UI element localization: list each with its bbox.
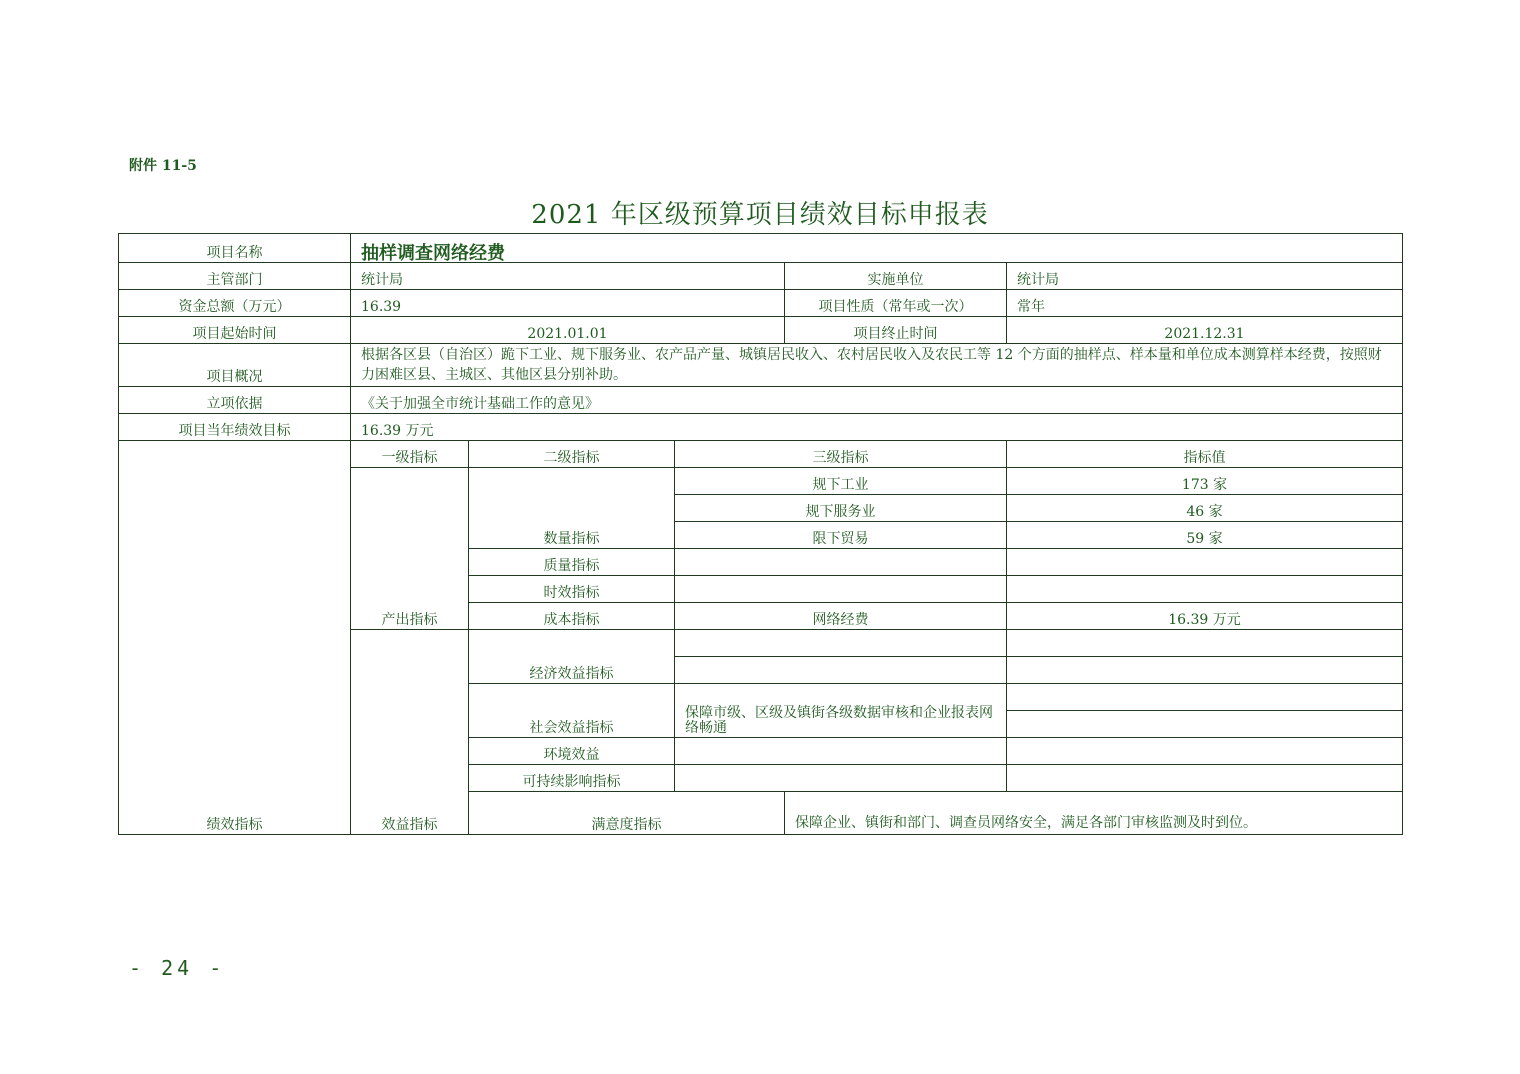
quantity-item-name: 限下贸易 [675, 522, 1007, 549]
sustain-item-cell [675, 765, 1007, 792]
col-header-level3: 三级指标 [675, 441, 1007, 468]
funds-label: 资金总额（万元） [119, 290, 351, 317]
quantity-item-name: 规下工业 [675, 468, 1007, 495]
overview-label: 项目概况 [119, 344, 351, 387]
environment-item-cell [675, 738, 1007, 765]
annual-goal-label: 项目当年绩效目标 [119, 414, 351, 441]
timeliness-indicator-label: 时效指标 [469, 576, 675, 603]
impl-unit-value: 统计局 [1007, 263, 1403, 290]
economic-value-cell [1007, 630, 1403, 657]
cost-indicator-label: 成本指标 [469, 603, 675, 630]
social-value-cell [1007, 684, 1403, 711]
start-time-label: 项目起始时间 [119, 317, 351, 344]
quality-item-cell [675, 549, 1007, 576]
project-name-value: 抽样调查网络经费 [351, 234, 1403, 263]
cost-item-value: 16.39 万元 [1007, 603, 1403, 630]
start-time-value: 2021.01.01 [351, 317, 785, 344]
performance-target-table [118, 233, 1403, 835]
economic-item-cell [675, 630, 1007, 657]
quality-indicator-label: 质量指标 [469, 549, 675, 576]
annual-goal-value: 16.39 万元 [351, 414, 1403, 441]
satisfaction-item-name: 保障企业、镇街和部门、调查员网络安全，满足各部门审核监测及时到位。 [785, 792, 1403, 835]
nature-value: 常年 [1007, 290, 1403, 317]
sustain-value-cell [1007, 765, 1403, 792]
end-time-value: 2021.12.31 [1007, 317, 1403, 344]
page-number: - 24 - [129, 956, 226, 980]
economic-item-cell [675, 657, 1007, 684]
project-name-label: 项目名称 [119, 234, 351, 263]
output-indicator-label: 产出指标 [351, 468, 469, 630]
page-title: 2021 年区级预算项目绩效目标申报表 [531, 200, 989, 230]
timeliness-value-cell [1007, 576, 1403, 603]
satisfaction-indicator-label: 满意度指标 [469, 792, 785, 835]
nature-label: 项目性质（常年或一次） [785, 290, 1007, 317]
sustain-indicator-label: 可持续影响指标 [469, 765, 675, 792]
col-header-level2: 二级指标 [469, 441, 675, 468]
quality-value-cell [1007, 549, 1403, 576]
cost-item-name: 网络经费 [675, 603, 1007, 630]
quantity-indicator-label: 数量指标 [469, 468, 675, 549]
col-header-value: 指标值 [1007, 441, 1403, 468]
environment-value-cell [1007, 738, 1403, 765]
end-time-label: 项目终止时间 [785, 317, 1007, 344]
impl-unit-label: 实施单位 [785, 263, 1007, 290]
dept-label: 主管部门 [119, 263, 351, 290]
social-indicator-label: 社会效益指标 [469, 684, 675, 738]
economic-indicator-label: 经济效益指标 [469, 630, 675, 684]
social-value-cell [1007, 711, 1403, 738]
timeliness-item-cell [675, 576, 1007, 603]
overview-value: 根据各区县（自治区）跪下工业、规下服务业、农产品产量、城镇居民收入、农村居民收入及农民工等 12 个方面的抽样点、样本量和单位成本测算样本经费，按照财力困难区县、主城区、其他区县分别补助。 [351, 344, 1403, 387]
col-header-level1: 一级指标 [351, 441, 469, 468]
indicators-section-label: 绩效指标 [119, 441, 351, 835]
social-item-name: 保障市级、区级及镇街各级数据审核和企业报表网络畅通 [675, 684, 1007, 738]
quantity-item-value: 46 家 [1007, 495, 1403, 522]
environment-indicator-label: 环境效益 [469, 738, 675, 765]
funds-value: 16.39 [351, 290, 785, 317]
basis-value: 《关于加强全市统计基础工作的意见》 [351, 387, 1403, 414]
benefit-indicator-label: 效益指标 [351, 630, 469, 835]
attachment-label: 附件 11-5 [129, 158, 197, 174]
quantity-item-value: 173 家 [1007, 468, 1403, 495]
economic-value-cell [1007, 657, 1403, 684]
basis-label: 立项依据 [119, 387, 351, 414]
quantity-item-value: 59 家 [1007, 522, 1403, 549]
quantity-item-name: 规下服务业 [675, 495, 1007, 522]
dept-value: 统计局 [351, 263, 785, 290]
